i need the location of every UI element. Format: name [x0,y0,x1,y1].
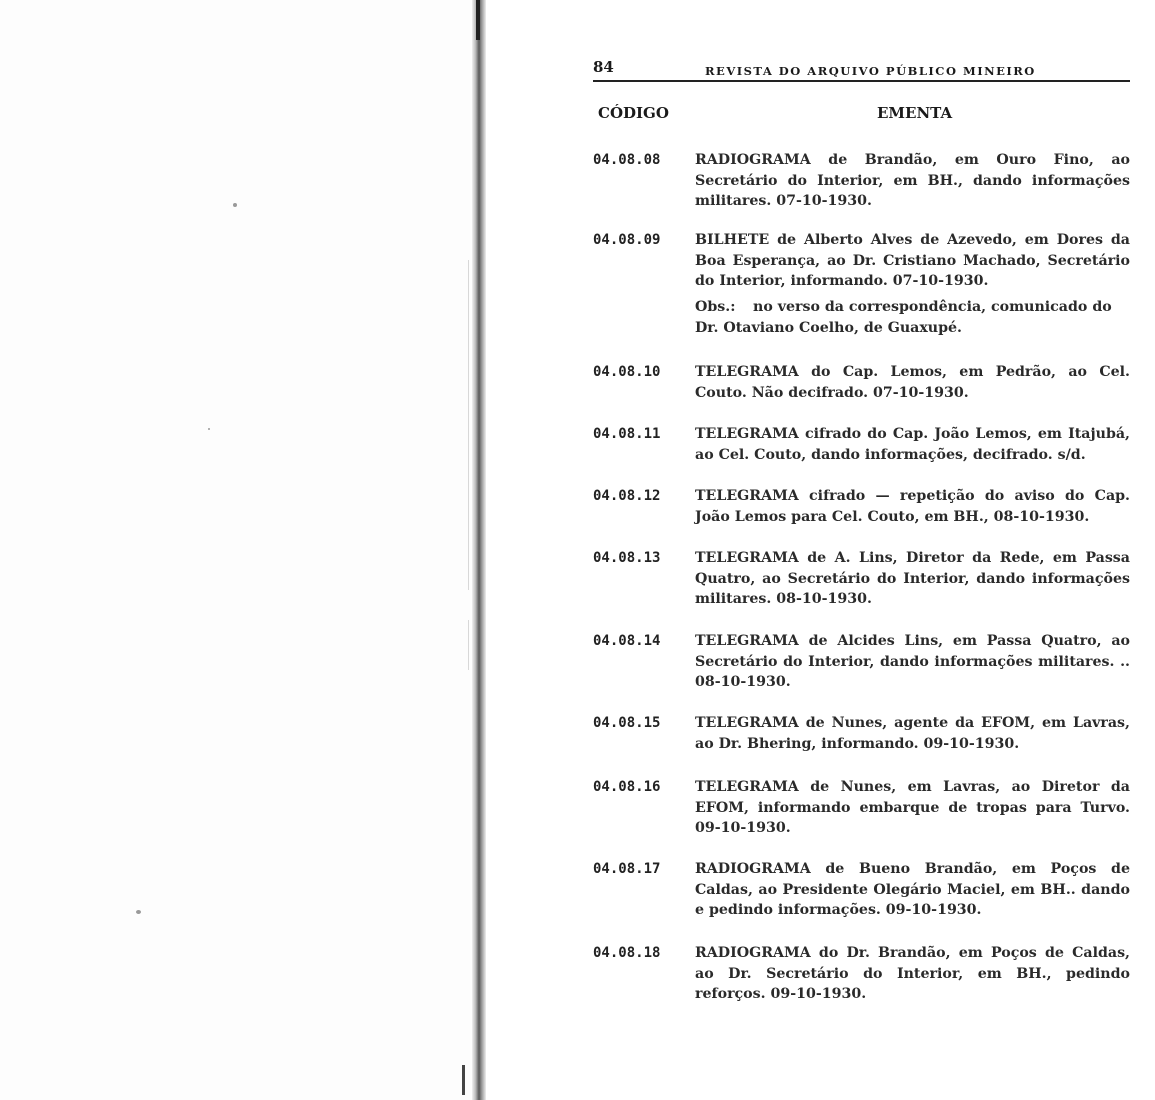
observation-label: Obs.: [695,299,736,315]
entry-text: RADIOGRAMA do Dr. Brandão, em Poços de Caldas, ao Dr. Secretário do Interior, em BH., pedindo reforços. 09-10-1930. [695,945,1130,1002]
entry-code: 04.08.17 [593,861,661,877]
entry-code: 04.08.08 [593,152,661,168]
entry-code: 04.08.13 [593,550,661,566]
entry-text: TELEGRAMA cifrado — repetição do aviso do Cap. João Lemos para Cel. Couto, em BH., 08-10-1930. [695,488,1130,525]
spine-edge [462,1065,465,1095]
gutter-shadow [468,260,469,590]
entry-text: RADIOGRAMA de Bueno Brandão, em Poços de Caldas, ao Presidente Olegário Maciel, em BH.. dando e pedindo informações. 09-10-1930. [695,861,1130,918]
column-header-code: CÓDIGO [598,104,669,122]
page-number: 84 [593,58,614,76]
journal-title: REVISTA DO ARQUIVO PÚBLICO MINEIRO [705,64,1036,78]
entry-text: TELEGRAMA de Nunes, em Lavras, ao Diretor da EFOM, informando embarque de tropas para Turvo. 09-10-1930. [695,779,1130,836]
entry-observation [695,297,1130,338]
paper-speck [208,428,210,430]
printed-page [593,56,1130,1002]
entry-text: TELEGRAMA de Alcides Lins, em Passa Quatro, ao Secretário do Interior, dando informações militares. .. 08-10-1930. [695,633,1130,690]
entry-code: 04.08.16 [593,779,661,795]
entry-code: 04.08.14 [593,633,661,649]
entry-code: 04.08.10 [593,364,661,380]
paper-speck [233,203,237,207]
entry-text: TELEGRAMA de A. Lins, Diretor da Rede, em Passa Quatro, ao Secretário do Interior, dando informações militares. 08-10-1930. [695,550,1130,607]
book-spine [472,0,486,1100]
observation-text: no verso da correspondência, comunicado do Dr. Otaviano Coelho, de Guaxupé. [695,299,1112,336]
entry-code: 04.08.12 [593,488,661,504]
entry-code: 04.08.09 [593,232,661,248]
blank-left-page [0,0,470,1100]
entry-code: 04.08.11 [593,426,661,442]
spine-edge [476,0,480,40]
paper-speck [136,910,141,914]
entry-code: 04.08.15 [593,715,661,731]
running-head [593,56,1130,82]
entry-text: BILHETE de Alberto Alves de Azevedo, em Dores da Boa Esperança, ao Dr. Cristiano Machado, Secretário do Interior, informando. 07-10-1930. [695,232,1130,289]
gutter-shadow [468,620,469,670]
entry-text: TELEGRAMA do Cap. Lemos, em Pedrão, ao Cel. Couto. Não decifrado. 07-10-1930. [695,364,1130,401]
entry-text: TELEGRAMA de Nunes, agente da EFOM, em Lavras, ao Dr. Bhering, informando. 09-10-1930. [695,715,1130,752]
entry-text: TELEGRAMA cifrado do Cap. João Lemos, em Itajubá, ao Cel. Couto, dando informações, decifrado. s/d. [695,426,1130,463]
column-header-ementa: EMENTA [877,104,953,122]
entry-text: RADIOGRAMA de Brandão, em Ouro Fino, ao Secretário do Interior, em BH., dando informações militares. 07-10-1930. [695,152,1130,209]
column-headers [593,104,1130,132]
entry-code: 04.08.18 [593,945,661,961]
